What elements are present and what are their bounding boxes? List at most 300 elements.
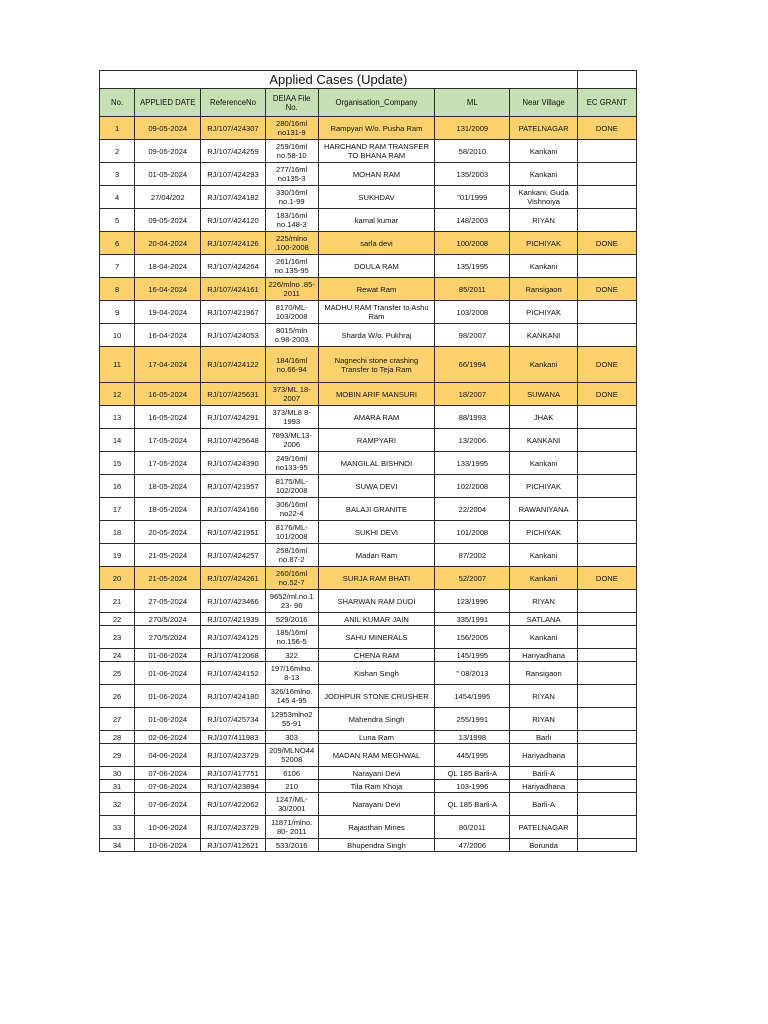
cell-organisation: kamal kumar <box>318 209 434 232</box>
cell-organisation: AMARA RAM <box>318 406 434 429</box>
cell-applied-date: 04-06-2024 <box>135 744 201 767</box>
cell-file-no: 6106 <box>265 767 318 780</box>
cell-no: 30 <box>100 767 135 780</box>
cell-reference-no: RJ/107/422062 <box>201 793 265 816</box>
cell-file-no: 260/16ml no.52-7 <box>265 567 318 590</box>
cell-no: 26 <box>100 685 135 708</box>
cell-organisation: HARCHAND RAM TRANSFER TO BHANA RAM <box>318 140 434 163</box>
cell-ec-grant: DONE <box>577 117 636 140</box>
table-row <box>100 839 637 852</box>
cell-near-village: KANKANI <box>510 324 577 347</box>
cell-organisation: Tila Ram Khoja <box>318 780 434 793</box>
table-row <box>100 232 637 255</box>
column-header-applied-date: APPLIED DATE <box>135 89 201 117</box>
cell-ml: 80/2011 <box>435 816 510 839</box>
cell-ml: 145/1995 <box>435 649 510 662</box>
cell-file-no: 373/ML 18-2007 <box>265 383 318 406</box>
cell-applied-date: 01-06-2024 <box>135 685 201 708</box>
cell-ml: 100/2008 <box>435 232 510 255</box>
cell-no: 5 <box>100 209 135 232</box>
cell-reference-no: RJ/107/421939 <box>201 613 265 626</box>
cell-ml: 133/1995 <box>435 452 510 475</box>
table-row <box>100 767 637 780</box>
cell-near-village: Borunda <box>510 839 577 852</box>
cell-ec-grant <box>577 626 636 649</box>
cell-reference-no: RJ/107/424152 <box>201 662 265 685</box>
cell-organisation: SUKHDAV <box>318 186 434 209</box>
cell-ec-grant <box>577 731 636 744</box>
cell-ec-grant <box>577 780 636 793</box>
cell-reference-no: RJ/107/424161 <box>201 278 265 301</box>
cell-ec-grant <box>577 452 636 475</box>
cell-no: 28 <box>100 731 135 744</box>
cell-file-no: 8170/ML-103/2008 <box>265 301 318 324</box>
cell-no: 2 <box>100 140 135 163</box>
cell-file-no: 184/16ml no.66-94 <box>265 347 318 383</box>
cell-ec-grant <box>577 186 636 209</box>
cell-no: 10 <box>100 324 135 347</box>
cell-applied-date: 01-06-2024 <box>135 662 201 685</box>
cell-ec-grant <box>577 544 636 567</box>
cell-applied-date: 10-06-2024 <box>135 816 201 839</box>
cell-no: 12 <box>100 383 135 406</box>
column-header-ec-grant: EC GRANT <box>577 89 636 117</box>
cell-applied-date: 09-05-2024 <box>135 209 201 232</box>
cell-applied-date: 09-05-2024 <box>135 117 201 140</box>
cell-ml: 58/2010 <box>435 140 510 163</box>
cell-organisation: MADHU RAM Transfer to Ashu Ram <box>318 301 434 324</box>
cell-reference-no: RJ/107/424257 <box>201 544 265 567</box>
table-row <box>100 793 637 816</box>
cell-file-no: 306/16ml no22-4 <box>265 498 318 521</box>
cell-near-village: Kankani <box>510 140 577 163</box>
cell-no: 4 <box>100 186 135 209</box>
cell-ec-grant <box>577 685 636 708</box>
table-row <box>100 544 637 567</box>
cell-file-no: 1247/ML-30/2001 <box>265 793 318 816</box>
cell-reference-no: RJ/107/424122 <box>201 347 265 383</box>
cell-near-village: JHAK <box>510 406 577 429</box>
cell-ec-grant: DONE <box>577 383 636 406</box>
cell-applied-date: 270/5/2024 <box>135 613 201 626</box>
cell-organisation: ANIL KUMAR JAIN <box>318 613 434 626</box>
cell-ml: 13/1998 <box>435 731 510 744</box>
table-row <box>100 521 637 544</box>
cell-no: 24 <box>100 649 135 662</box>
table-row <box>100 780 637 793</box>
cell-ml: 18/2007 <box>435 383 510 406</box>
cell-near-village: PICHIYAK <box>510 475 577 498</box>
cell-organisation: DOULA RAM <box>318 255 434 278</box>
cell-reference-no: RJ/107/424390 <box>201 452 265 475</box>
cell-organisation: sarla devi <box>318 232 434 255</box>
cell-near-village: PICHIYAK <box>510 301 577 324</box>
cell-applied-date: 17-04-2024 <box>135 347 201 383</box>
table-row <box>100 708 637 731</box>
cell-no: 18 <box>100 521 135 544</box>
table-row <box>100 117 637 140</box>
column-header-organisation: Organisation_Company <box>318 89 434 117</box>
cell-file-no: 322 <box>265 649 318 662</box>
cell-no: 31 <box>100 780 135 793</box>
table-row <box>100 209 637 232</box>
cell-ml: QL 185 Barli-A <box>435 767 510 780</box>
cell-near-village: PATELNAGAR <box>510 117 577 140</box>
cell-ec-grant: DONE <box>577 278 636 301</box>
cell-reference-no: RJ/107/425734 <box>201 708 265 731</box>
cell-no: 19 <box>100 544 135 567</box>
cell-near-village: PATELNAGAR <box>510 816 577 839</box>
table-row <box>100 649 637 662</box>
cell-no: 25 <box>100 662 135 685</box>
cell-applied-date: 02-06-2024 <box>135 731 201 744</box>
cell-applied-date: 18-05-2024 <box>135 475 201 498</box>
cell-applied-date: 20-04-2024 <box>135 232 201 255</box>
cell-file-no: 9652/ml.no.1 23- 96 <box>265 590 318 613</box>
cell-ec-grant <box>577 255 636 278</box>
cell-file-no: 277/16ml no135-3 <box>265 163 318 186</box>
cell-no: 11 <box>100 347 135 383</box>
cell-ec-grant <box>577 140 636 163</box>
cell-organisation: BALAJI GRANITE <box>318 498 434 521</box>
table-row <box>100 383 637 406</box>
cell-organisation: MOHAN RAM <box>318 163 434 186</box>
cell-near-village: Kankani <box>510 544 577 567</box>
cell-file-no: 280/16ml no131-9 <box>265 117 318 140</box>
cell-near-village: Barli <box>510 731 577 744</box>
cell-no: 17 <box>100 498 135 521</box>
cell-ec-grant <box>577 793 636 816</box>
cell-near-village: RIYAN <box>510 685 577 708</box>
cell-organisation: Kishan Singh <box>318 662 434 685</box>
cell-ml: 135/2003 <box>435 163 510 186</box>
cell-file-no: 259/16ml no.58-10 <box>265 140 318 163</box>
cell-organisation: Madan Ram <box>318 544 434 567</box>
cell-near-village: Kankani <box>510 567 577 590</box>
cell-near-village: RIYAN <box>510 209 577 232</box>
cell-file-no: 261/16ml no.135-95 <box>265 255 318 278</box>
cell-ml: 103/2008 <box>435 301 510 324</box>
cell-organisation: Luna Ram <box>318 731 434 744</box>
cell-ml: 135/1995 <box>435 255 510 278</box>
cell-ec-grant <box>577 475 636 498</box>
cell-file-no: 533/2016 <box>265 839 318 852</box>
cell-applied-date: 16-05-2024 <box>135 406 201 429</box>
cell-ml: 22/2004 <box>435 498 510 521</box>
cell-reference-no: RJ/107/424182 <box>201 186 265 209</box>
cell-applied-date: 01-05-2024 <box>135 163 201 186</box>
cell-reference-no: RJ/107/423466 <box>201 590 265 613</box>
applied-cases-table <box>99 70 637 852</box>
cell-ml: 87/2002 <box>435 544 510 567</box>
cell-organisation: Rampyari W/o. Pusha Ram <box>318 117 434 140</box>
cell-reference-no: RJ/107/412621 <box>201 839 265 852</box>
cell-ml: "01/1999 <box>435 186 510 209</box>
column-header-ml: ML <box>435 89 510 117</box>
cell-applied-date: 01-06-2024 <box>135 649 201 662</box>
cell-applied-date: 27-05-2024 <box>135 590 201 613</box>
cell-reference-no: RJ/107/424307 <box>201 117 265 140</box>
cell-near-village: Hariyadhana <box>510 649 577 662</box>
table-row <box>100 626 637 649</box>
cell-ml: QL 185 Barli-A <box>435 793 510 816</box>
table-body <box>100 117 637 852</box>
cell-ml: 445/1995 <box>435 744 510 767</box>
cell-ec-grant <box>577 662 636 685</box>
cell-no: 3 <box>100 163 135 186</box>
table-row <box>100 590 637 613</box>
column-header-near-village: Near Village <box>510 89 577 117</box>
table-row <box>100 186 637 209</box>
cell-reference-no: RJ/107/425648 <box>201 429 265 452</box>
cell-organisation: SUWA DEVI <box>318 475 434 498</box>
cell-reference-no: RJ/107/424293 <box>201 163 265 186</box>
cell-ml: 47/2006 <box>435 839 510 852</box>
table-row <box>100 662 637 685</box>
sheet-title: Applied Cases (Update) <box>100 71 578 89</box>
cell-applied-date: 21-05-2024 <box>135 567 201 590</box>
cell-file-no: 185/16ml no.156-5 <box>265 626 318 649</box>
cell-organisation: SURJA RAM BHATI <box>318 567 434 590</box>
cell-near-village: Hariyadhana <box>510 744 577 767</box>
cell-reference-no: RJ/107/423729 <box>201 816 265 839</box>
cell-ml: 88/1993 <box>435 406 510 429</box>
cell-file-no: 209/MLNO44 52008 <box>265 744 318 767</box>
cell-near-village: KANKANI <box>510 429 577 452</box>
cell-no: 20 <box>100 567 135 590</box>
cell-reference-no: RJ/107/421951 <box>201 521 265 544</box>
cell-applied-date: 16-05-2024 <box>135 383 201 406</box>
cell-organisation: Sharda W/o. Pukhraj <box>318 324 434 347</box>
cell-reference-no: RJ/107/424126 <box>201 232 265 255</box>
cell-no: 7 <box>100 255 135 278</box>
cell-ec-grant <box>577 324 636 347</box>
cell-reference-no: RJ/107/423894 <box>201 780 265 793</box>
cell-no: 22 <box>100 613 135 626</box>
table-row <box>100 475 637 498</box>
cell-applied-date: 18-04-2024 <box>135 255 201 278</box>
cell-reference-no: RJ/107/424264 <box>201 255 265 278</box>
cell-file-no: 326/16mlno. 145 4-95 <box>265 685 318 708</box>
cell-ec-grant <box>577 767 636 780</box>
cell-file-no: 373/ML8 8-1993 <box>265 406 318 429</box>
cell-reference-no: RJ/107/424120 <box>201 209 265 232</box>
table-row <box>100 685 637 708</box>
cell-ec-grant <box>577 521 636 544</box>
cell-no: 23 <box>100 626 135 649</box>
cell-ml: 66/1994 <box>435 347 510 383</box>
cell-no: 14 <box>100 429 135 452</box>
cell-applied-date: 07-06-2024 <box>135 767 201 780</box>
cell-applied-date: 16-04-2024 <box>135 278 201 301</box>
cell-organisation: Bhupendra Singh <box>318 839 434 852</box>
cell-near-village: RIYAN <box>510 590 577 613</box>
cell-ec-grant <box>577 209 636 232</box>
cell-applied-date: 10-06-2024 <box>135 839 201 852</box>
cell-near-village: PICHIYAK <box>510 521 577 544</box>
cell-no: 8 <box>100 278 135 301</box>
cell-ec-grant <box>577 744 636 767</box>
cell-file-no: 225/mlno .100-2008 <box>265 232 318 255</box>
cell-organisation: SHARWAN RAM DUDI <box>318 590 434 613</box>
cell-ml: 1454/1995 <box>435 685 510 708</box>
title-blank-cell <box>577 71 636 89</box>
cell-no: 27 <box>100 708 135 731</box>
cell-ml: " 08/2013 <box>435 662 510 685</box>
cell-ml: 255/1991 <box>435 708 510 731</box>
cell-file-no: 226/mlno .85-2011 <box>265 278 318 301</box>
table-row <box>100 301 637 324</box>
table-row <box>100 278 637 301</box>
cell-no: 15 <box>100 452 135 475</box>
cell-applied-date: 16-04-2024 <box>135 324 201 347</box>
cell-near-village: Kankani <box>510 452 577 475</box>
column-header-reference-no: ReferenceNo <box>201 89 265 117</box>
cell-file-no: 12953mlno2 55-91 <box>265 708 318 731</box>
cell-ml: 85/2011 <box>435 278 510 301</box>
cell-applied-date: 19-04-2024 <box>135 301 201 324</box>
cell-applied-date: 07-06-2024 <box>135 793 201 816</box>
cell-ec-grant: DONE <box>577 567 636 590</box>
cell-organisation: MANGILAL BISHNOI <box>318 452 434 475</box>
cell-organisation: Mahendra Singh <box>318 708 434 731</box>
cell-reference-no: RJ/107/424125 <box>201 626 265 649</box>
cell-applied-date: 17-05-2024 <box>135 452 201 475</box>
cell-near-village: SUWANA <box>510 383 577 406</box>
cell-ec-grant <box>577 590 636 613</box>
cell-ec-grant: DONE <box>577 347 636 383</box>
table-row <box>100 498 637 521</box>
table-row <box>100 731 637 744</box>
cell-no: 34 <box>100 839 135 852</box>
cell-file-no: 330/16ml no.1-99 <box>265 186 318 209</box>
cell-reference-no: RJ/107/411983 <box>201 731 265 744</box>
cell-organisation: CHENA RAM <box>318 649 434 662</box>
cell-ec-grant <box>577 613 636 626</box>
table-row <box>100 452 637 475</box>
cell-applied-date: 270/5/2024 <box>135 626 201 649</box>
cell-reference-no: RJ/107/424166 <box>201 498 265 521</box>
cell-ml: 131/2009 <box>435 117 510 140</box>
table-row <box>100 429 637 452</box>
cell-near-village: Ransigaon <box>510 278 577 301</box>
cell-file-no: 258/16ml no.87-2 <box>265 544 318 567</box>
cell-no: 21 <box>100 590 135 613</box>
table-row <box>100 347 637 383</box>
table-row <box>100 816 637 839</box>
cell-near-village: Kankani <box>510 255 577 278</box>
cell-no: 1 <box>100 117 135 140</box>
cell-no: 9 <box>100 301 135 324</box>
cell-ml: 52/2007 <box>435 567 510 590</box>
cell-file-no: 183/16ml no.148-3 <box>265 209 318 232</box>
cell-file-no: 8015/mln o.98-2003 <box>265 324 318 347</box>
column-header-no: No. <box>100 89 135 117</box>
cell-ml: 335/1991 <box>435 613 510 626</box>
cell-organisation: SAHU MINERALS <box>318 626 434 649</box>
cell-ec-grant <box>577 498 636 521</box>
cell-near-village: RIYAN <box>510 708 577 731</box>
cell-organisation: SUKHI DEVI <box>318 521 434 544</box>
cell-reference-no: RJ/107/424259 <box>201 140 265 163</box>
cell-applied-date: 21-05-2024 <box>135 544 201 567</box>
cell-organisation: Nagnechi stone crashing Transfer to Teja Ram <box>318 347 434 383</box>
cell-reference-no: RJ/107/412068 <box>201 649 265 662</box>
cell-organisation: Narayani Devi <box>318 767 434 780</box>
cell-organisation: Rewat Ram <box>318 278 434 301</box>
cell-near-village: Kankani <box>510 347 577 383</box>
cell-applied-date: 01-06-2024 <box>135 708 201 731</box>
cell-reference-no: RJ/107/424291 <box>201 406 265 429</box>
cell-applied-date: 27/04/202 <box>135 186 201 209</box>
cell-organisation: MOBIN ARIF MANSURI <box>318 383 434 406</box>
cell-no: 33 <box>100 816 135 839</box>
table-row <box>100 613 637 626</box>
cell-file-no: 8176/ML-101/2008 <box>265 521 318 544</box>
cell-file-no: 8175/ML-102/2008 <box>265 475 318 498</box>
cell-applied-date: 20-05-2024 <box>135 521 201 544</box>
cell-reference-no: RJ/107/424261 <box>201 567 265 590</box>
cell-file-no: 11871/mlno. 80- 2011 <box>265 816 318 839</box>
table-row <box>100 406 637 429</box>
cell-ml: 13/2006 <box>435 429 510 452</box>
cell-ec-grant <box>577 649 636 662</box>
table-row <box>100 163 637 186</box>
cell-file-no: 303 <box>265 731 318 744</box>
cell-reference-no: RJ/107/423729 <box>201 744 265 767</box>
cell-organisation: MADAN RAM MEGHWAL <box>318 744 434 767</box>
cell-applied-date: 18-05-2024 <box>135 498 201 521</box>
table-row <box>100 744 637 767</box>
cell-near-village: PICHIYAK <box>510 232 577 255</box>
cell-near-village: Hariyadhana <box>510 780 577 793</box>
cell-no: 32 <box>100 793 135 816</box>
table-row <box>100 324 637 347</box>
cell-ml: 148/2003 <box>435 209 510 232</box>
cell-file-no: 529/2016 <box>265 613 318 626</box>
cell-applied-date: 17-05-2024 <box>135 429 201 452</box>
cell-organisation: Rajasthan Mines <box>318 816 434 839</box>
cell-near-village: Barli-A <box>510 767 577 780</box>
cell-no: 16 <box>100 475 135 498</box>
cell-ml: 101/2008 <box>435 521 510 544</box>
cell-reference-no: RJ/107/425631 <box>201 383 265 406</box>
cell-ec-grant <box>577 163 636 186</box>
cell-file-no: 210 <box>265 780 318 793</box>
cell-near-village: RAWANIYANA <box>510 498 577 521</box>
cell-ec-grant <box>577 406 636 429</box>
cell-no: 6 <box>100 232 135 255</box>
cell-file-no: 249/16ml no133-95 <box>265 452 318 475</box>
cell-file-no: 197/16mlno. 8-13 <box>265 662 318 685</box>
cell-organisation: RAMPYARI <box>318 429 434 452</box>
cell-organisation: JODHPUR STONE CRUSHER <box>318 685 434 708</box>
cell-near-village: Barli-A <box>510 793 577 816</box>
cell-near-village: Kankani <box>510 163 577 186</box>
cell-reference-no: RJ/107/424053 <box>201 324 265 347</box>
cell-ec-grant <box>577 301 636 324</box>
cell-ml: 123/1996 <box>435 590 510 613</box>
cell-reference-no: RJ/107/417751 <box>201 767 265 780</box>
cell-ec-grant <box>577 839 636 852</box>
cell-ml: 102/2008 <box>435 475 510 498</box>
cell-applied-date: 07-06-2024 <box>135 780 201 793</box>
cell-ec-grant <box>577 816 636 839</box>
table-row <box>100 140 637 163</box>
cell-near-village: Ransigaon <box>510 662 577 685</box>
cell-ml: 98/2007 <box>435 324 510 347</box>
cell-no: 29 <box>100 744 135 767</box>
